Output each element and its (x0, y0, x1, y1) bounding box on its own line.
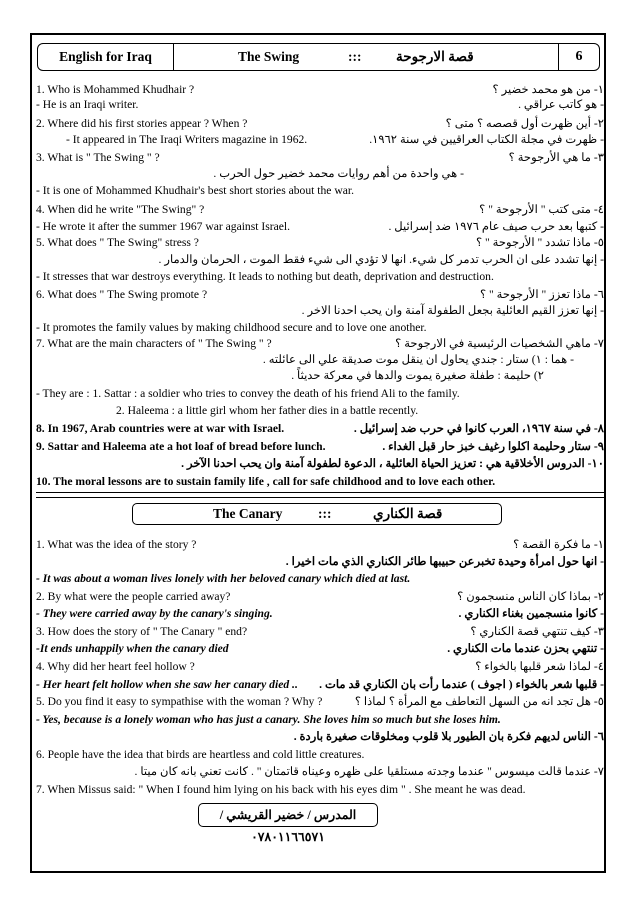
canary-line: - It was about a woman lives lonely with her beloved canary which died at last. (36, 572, 411, 585)
canary-line: ٧- عندما قالت ميسوس " عندما وجدته مستلقيا على ظهره وعيناه قاتمتان " . كانت تعني بانه كان ميتا . (134, 765, 604, 778)
swing-line: - He is an Iraqi writer. - هو كاتب عراقي . (36, 98, 604, 111)
swing-line: 7. What are the main characters of " The Swing " ? ٧- ماهي الشخصيات الرئيسية في الارجوحة ؟ (36, 337, 604, 350)
section-title: The Canary (213, 506, 283, 521)
swing-line: - إنها تشدد على ان الحرب تدمر كل شيء. انها لا تؤدي الى شيء فقط الموت ، الحرمان والدمار . (158, 253, 604, 266)
swing-line: ٢) حليمة : طفلة صغيرة يموت والدها في معركة حديثاً . (291, 369, 544, 382)
swing-line: - They are : 1. Sattar : a soldier who tries to convey the death of his friend Ali to the family. (36, 387, 460, 400)
swing-line: 5. What does " The Swing" stress ? ٥- ماذا تشدد " الأرجوحة " ؟ (36, 236, 604, 249)
section-header (132, 503, 502, 525)
swing-line: 10. The moral lessons are to sustain family life , call for safe childhood and to love each other. (36, 475, 496, 488)
story-title-arabic: قصة الارجوحة (396, 49, 474, 64)
swing-line: 2. Haleema : a little girl whom her father dies in a battle recently. (116, 404, 419, 417)
swing-line: 8. In 1967, Arab countries were at war with Israel. ٨- في سنة ١٩٦٧، العرب كانوا في حرب ضد إسرائيل . (36, 422, 604, 435)
canary-line: 7. When Missus said: " When I found him lying on his back with his eyes dim " . She meant he was dead. (36, 783, 526, 796)
title-separator: ::: (348, 49, 362, 64)
swing-line: 6. What does " The Swing promote ? ٦- ماذا تعزز " الأرجوحة " ؟ (36, 288, 604, 301)
swing-line: - It promotes the family values by making childhood secure and to love one another. (36, 321, 427, 334)
section-separator: ::: (318, 506, 332, 521)
section-title-arabic: قصة الكناري (373, 506, 443, 521)
swing-line: 1. Who is Mohammed Khudhair ? ١- من هو محمد خضير ؟ (36, 83, 604, 96)
swing-line: - هي واحدة من أهم روايات محمد خضير حول الحرب . (213, 167, 464, 180)
course-title: English for Iraq (38, 44, 174, 70)
swing-line: - هما : ١) ستار : جندي يحاول ان ينقل موت صديقة علي الى عائلته . (262, 353, 574, 366)
swing-line: - It stresses that war destroys everything. It leads to nothing but death, deprivation and destruction. (36, 270, 494, 283)
canary-line: - انها حول امرأة وحيدة تخبرعن حبيبها طائر الكناري الذي مات اخيرا . (285, 555, 604, 568)
swing-line: 9. Sattar and Haleema ate a hot loaf of bread before lunch. ٩- ستار وحليمة اكلوا رغيف خبز حار قبل الغداء . (36, 440, 604, 453)
story-title: The Swing (238, 49, 300, 64)
page-header (37, 43, 600, 71)
canary-line: 1. What was the idea of the story ? ١- ما فكرة القصة ؟ (36, 538, 604, 551)
canary-line: - They were carried away by the canary's singing. - كانوا منسجمين بغناء الكناري . (36, 607, 604, 620)
canary-line: 5. Do you find it easy to sympathise with the woman ? Why ? ٥- هل تجد انه من السهل التعاطف مع المرأة ؟ لماذا ؟ (36, 695, 604, 708)
swing-line: 2. Where did his first stories appear ? When ? ٢- أين ظهرت أول قصصه ؟ متى ؟ (36, 117, 604, 130)
swing-line: - He wrote it after the summer 1967 war against Israel. - كتبها بعد حرب صيف عام ١٩٧٦ ضد إسرائيل . (36, 220, 604, 233)
page-number: 6 (558, 44, 599, 70)
swing-line: - إنها تعزز القيم العائلية بجعل الطفولة آمنة وان يحب احدنا الاخر . (301, 304, 604, 317)
worksheet-page (30, 33, 606, 873)
canary-line: -It ends unhappily when the canary died - تنتهي بحزن عندما مات الكناري . (36, 642, 604, 655)
canary-line: 2. By what were the people carried away? ٢- بماذا كان الناس منسجمون ؟ (36, 590, 604, 603)
canary-line: - Yes, because is a lonely woman who has just a canary. She loves him so much but she loses him. (36, 713, 501, 726)
teacher-footer: المدرس / خضير القريشي / ٠٧٨٠١١٦٦٥٧١ (198, 803, 378, 827)
canary-line: - Her heart felt hollow when she saw her canary died .. - قلبها شعر بالخواء ( اجوف ) عندما رأت بان الكناري قد مات . (36, 678, 604, 691)
canary-line: ٦- الناس لديهم فكرة بان الطيور بلا قلوب ومخلوقات صغيرة باردة . (293, 730, 604, 743)
canary-line: 6. People have the idea that birds are heartless and cold little creatures. (36, 748, 365, 761)
canary-line: 4. Why did her heart feel hollow ? ٤- لماذا شعر قلبها بالخواء ؟ (36, 660, 604, 673)
swing-line: 3. What is " The Swing " ? ٣- ما هي الأرجوحة ؟ (36, 151, 604, 164)
swing-line: - It is one of Mohammed Khudhair's best short stories about the war. (36, 184, 354, 197)
canary-line: 3. How does the story of " The Canary " end? ٣- كيف تنتهي قصة الكناري ؟ (36, 625, 604, 638)
swing-line: - It appeared in The Iraqi Writers magazine in 1962. - ظهرت في مجلة الكتاب العراقيين في سنة ١٩٦٢. (66, 133, 604, 146)
swing-line: 4. When did he write "The Swing" ? ٤- متى كتب " الأرجوحة " ؟ (36, 203, 604, 216)
section-divider (36, 492, 604, 498)
swing-line: ١٠- الدروس الأخلاقية هي : تعزيز الحياة العائلية ، الدعوة لطفولة آمنة وان يحب احدنا الآخر . (181, 457, 604, 470)
